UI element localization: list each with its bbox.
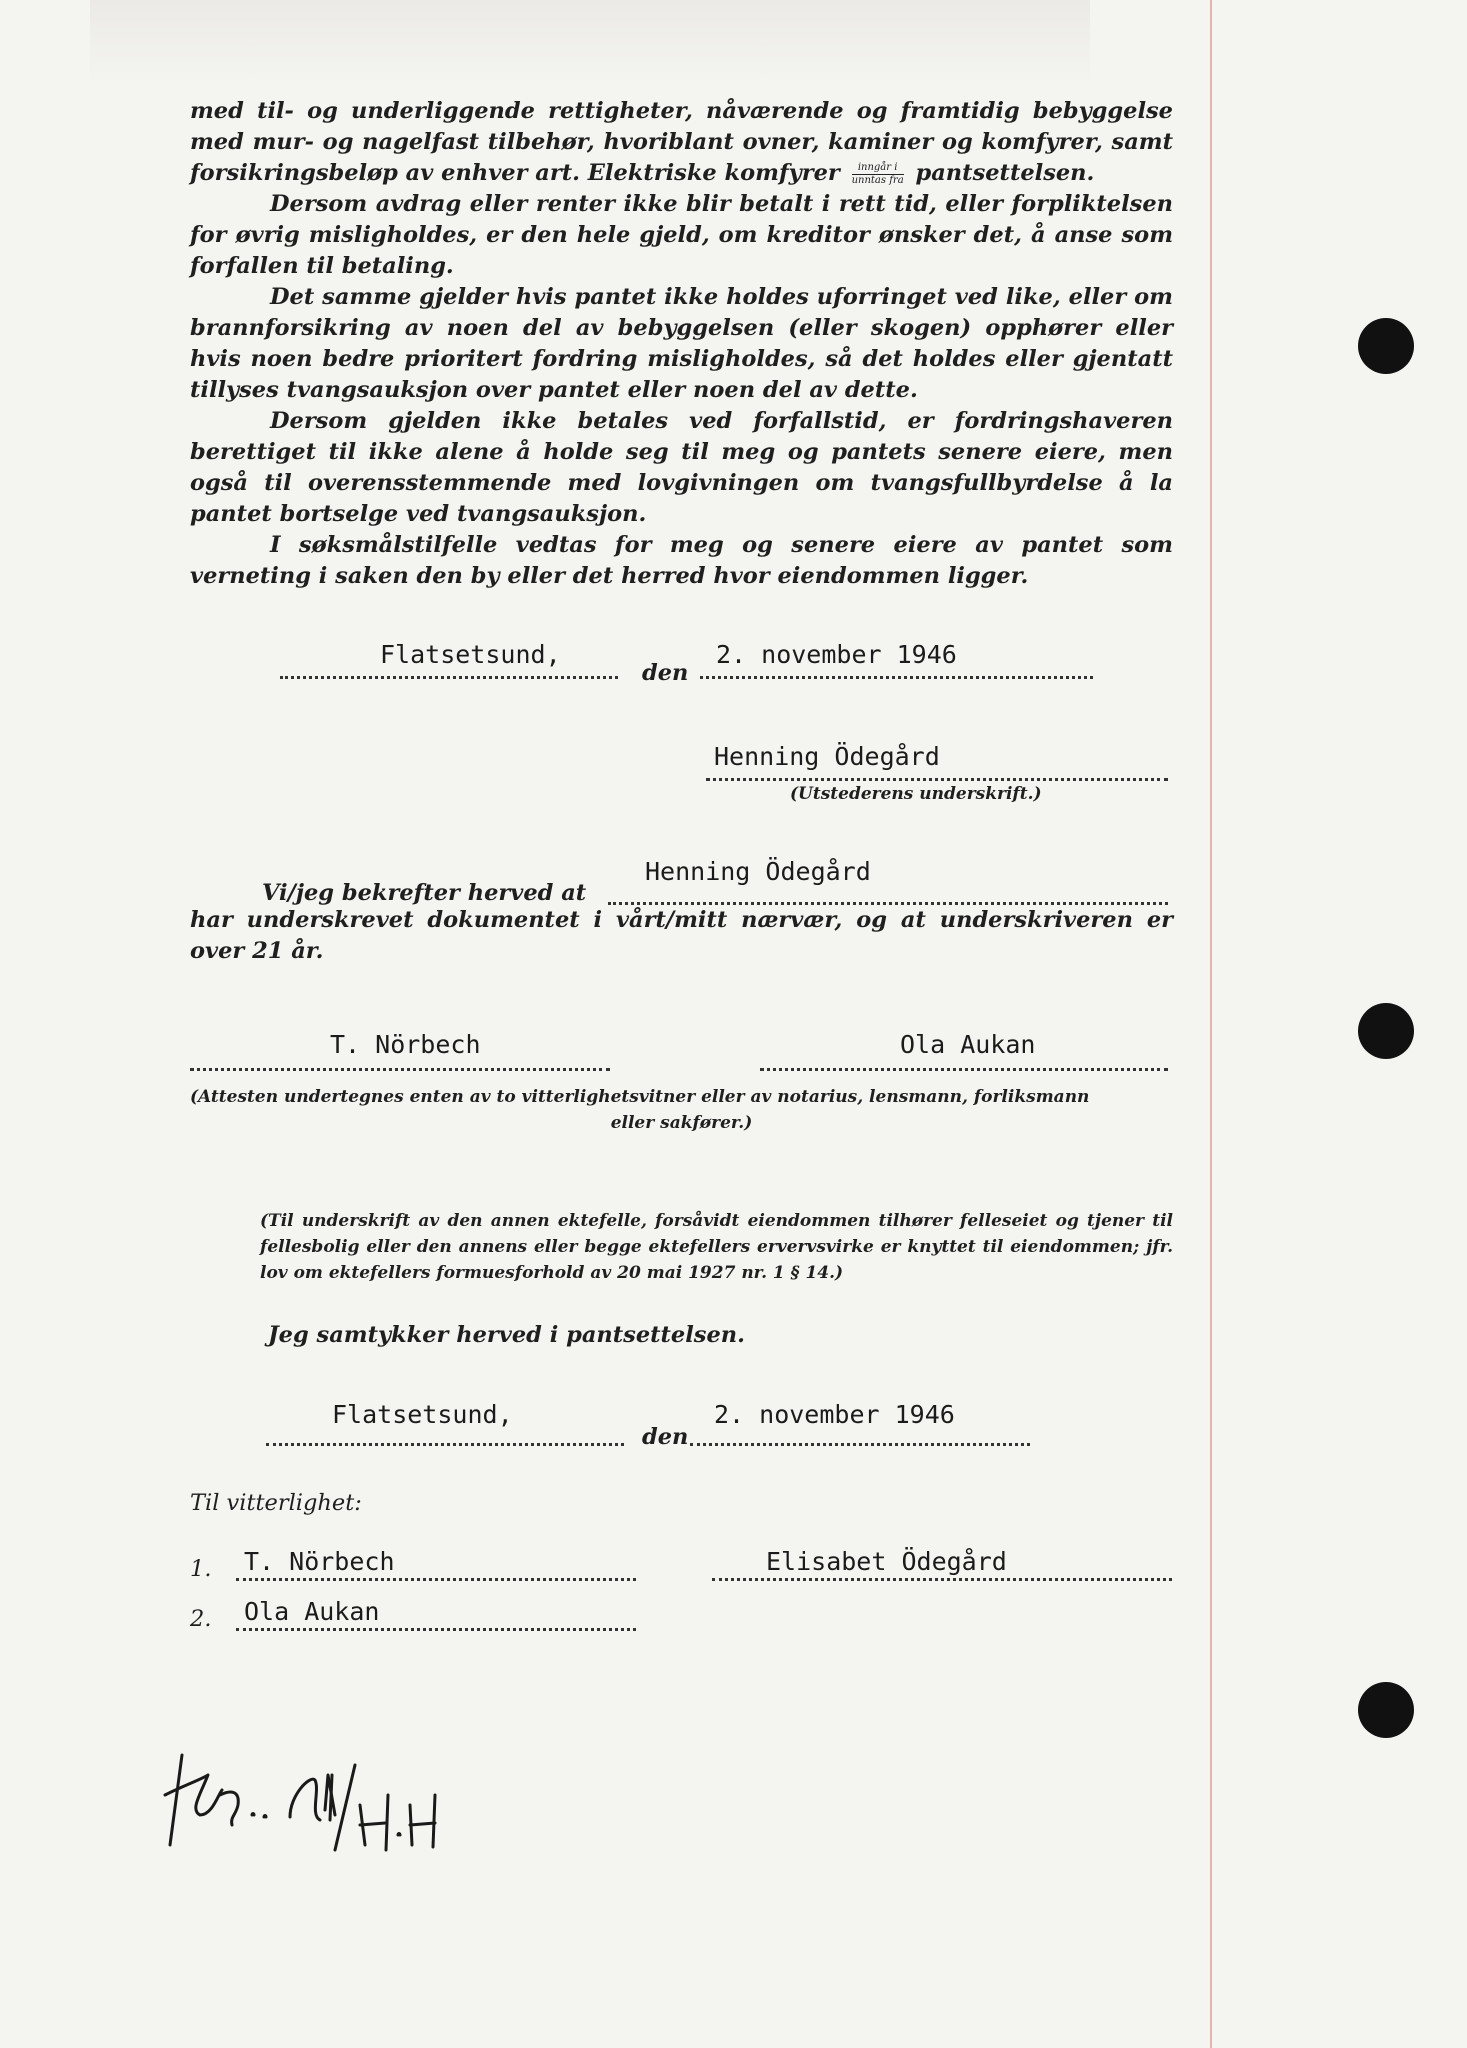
witness-number-1: 1. (190, 1556, 212, 1582)
paragraph-5: I søksmålstilfelle vedtas for meg og senere eiere av pantet som verneting i saken den by eller det herred hvor eiendommen ligger. (190, 532, 1173, 589)
witness-1-name: T. Nörbech (330, 1030, 481, 1059)
binder-hole (1358, 318, 1414, 374)
paragraph-3: Det samme gjelder hvis pantet ikke holdes uforringet ved like, eller om brannforsikring av noen del av bebyggelsen (eller skogen) opphører eller hvis noen bedre prioritert fordring misligholdes, så det holdes eller gjentatt tillyses tvangsauksjon over pantet eller noen del av dette. (190, 284, 1173, 403)
witness-2-name: Ola Aukan (900, 1030, 1036, 1059)
spouse-witness-1-name: T. Nörbech (244, 1547, 395, 1576)
signing-date: 2. november 1946 (716, 640, 957, 669)
paragraph-4: Dersom gjelden ikke betales ved forfallstid, er fordringshaveren berettiget til ikke alene å holde seg til meg og pantets senere eiere, men også til overensstemmende med lovgivningen om tvangsfullbyrdelse å la pantet bortselge ved tvangsauksjon. (190, 408, 1173, 527)
bleed-through-top (90, 0, 1090, 85)
issuer-name: Henning Ödegård (714, 742, 940, 771)
witness-heading: Til vitterlighet: (190, 1490, 362, 1516)
signing-place: Flatsetsund, (380, 640, 561, 669)
binder-hole (1358, 1003, 1414, 1059)
spouse-place-dotted-line (266, 1443, 624, 1446)
paragraph-1-end: pantsettelsen. (915, 160, 1095, 186)
spouse-signing-place: Flatsetsund, (332, 1400, 513, 1429)
confirmation-text: har underskrevet dokumentet i vårt/mitt nærvær, og at underskriveren er over 21 år. (190, 907, 1173, 964)
issuer-caption: (Utstederens underskrift.) (790, 784, 1042, 804)
spouse-witness-2-name: Ola Aukan (244, 1597, 380, 1626)
spouse-note: (Til underskrift av den annen ektefelle, forsåvidt eiendommen tilhører felleseiet og tjener til fellesbolig eller den annens eller begge ektefellers ervervsvirke er knyttet til eiendommen; jfr. lov om ektefellers formuesforhold av 20 mai 1927 nr. 1 § 14.) (260, 1211, 1173, 1283)
witness-2-dotted-line (760, 1068, 1168, 1071)
fraction-option: $\frac{\text{inngår i}}{\text{unntas fra}}$ (851, 161, 904, 186)
spouse-signature-name: Elisabet Ödegård (766, 1547, 1007, 1576)
place-dotted-line (280, 676, 618, 679)
spouse-signing-date: 2. november 1946 (714, 1400, 955, 1429)
paragraph-1: med til- og underliggende rettigheter, nåværende og framtidig bebyggelse med mur- og nagelfast tilbehør, hvoriblant ovner, kaminer og komfyrer, samt forsikringsbeløp av enhver art. Elektriske komfyrer (190, 98, 1173, 186)
attest-note: (Attesten undertegnes enten av to vitterlighetsvitner eller av notarius, lensmann, forliksmann eller sakfører.) (190, 1087, 1090, 1133)
consent-text: Jeg samtykker herved i pantsettelsen. (268, 1322, 745, 1348)
spouse-den-label: den (642, 1424, 689, 1450)
spouse-signature-dotted-line (712, 1578, 1172, 1581)
mortgage-terms-text (190, 96, 1173, 592)
spouse-witness-2-dotted-line (236, 1628, 636, 1631)
binder-hole (1358, 1682, 1414, 1738)
handwritten-initials (160, 1735, 460, 1865)
confirmed-name: Henning Ödegård (645, 857, 871, 886)
witness-1-dotted-line (190, 1068, 610, 1071)
paragraph-2: Dersom avdrag eller renter ikke blir betalt i rett tid, eller forpliktelsen for øvrig misligholdes, er den hele gjeld, om kreditor ønsker det, å anse som forfallen til betaling. (190, 191, 1173, 279)
spouse-date-dotted-line (690, 1443, 1030, 1446)
den-label: den (642, 660, 689, 686)
date-dotted-line (700, 676, 1093, 679)
confirmation-prefix: Vi/jeg bekrefter herved at (262, 880, 587, 906)
spouse-witness-1-dotted-line (236, 1578, 636, 1581)
witness-number-2: 2. (190, 1606, 212, 1632)
red-margin-line (1210, 0, 1212, 2048)
